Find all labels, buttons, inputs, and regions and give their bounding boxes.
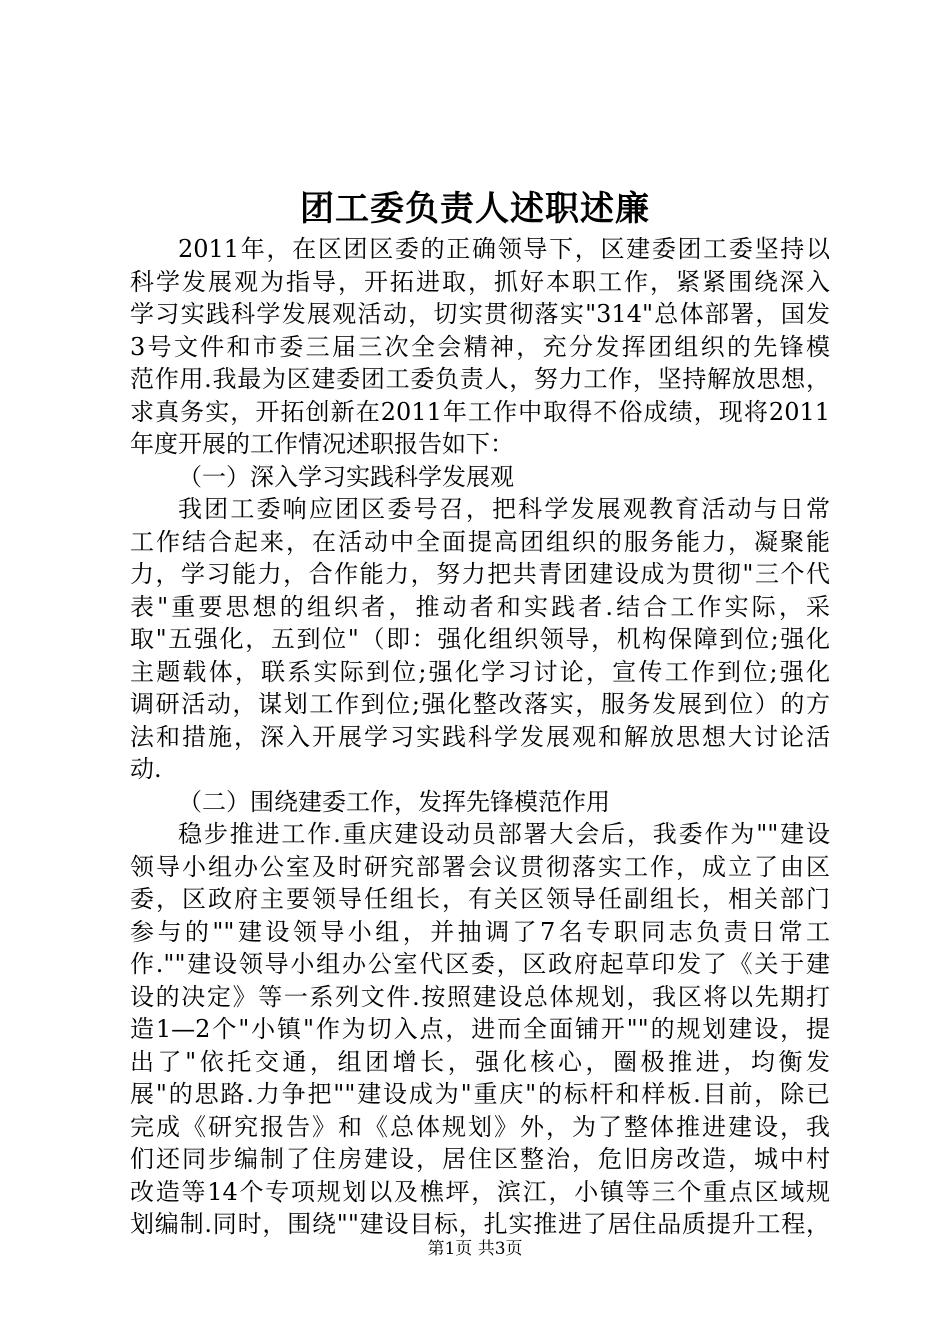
paragraph-line: 表"重要思想的组织者，推动者和实践者.结合工作实际，采	[130, 592, 830, 621]
paragraph-line: 取"五强化，五到位"（即：强化组织领导，机构保障到位;强化	[130, 625, 830, 653]
paragraph-line: 学习实践科学发展观活动，切实贯彻落实"314"总体部署，国发	[130, 300, 830, 328]
paragraph-line: 们还同步编制了住房建设，居住区整治，危旧房改造，城中村	[130, 1145, 830, 1173]
paragraph-line: 年度开展的工作情况述职报告如下：	[130, 430, 514, 458]
paragraph-line: 3号文件和市委三届三次全会精神，充分发挥团组织的先锋模	[130, 332, 830, 361]
paragraph-line: 领导小组办公室及时研究部署会议贯彻落实工作，成立了由区	[130, 852, 830, 881]
paragraph-line: 出了"依托交通，组团增长，强化核心，圈极推进，均衡发	[130, 1047, 830, 1076]
page-footer: 第1页 共3页	[427, 1239, 523, 1259]
paragraph-line: 完成《研究报告》和《总体规划》外，为了整体推进建设，我	[130, 1112, 830, 1141]
paragraph-line: 范作用.我最为区建委团工委负责人，努力工作，坚持解放思想，	[130, 365, 830, 393]
paragraph-line: 科学发展观为指导，开拓进取，抓好本职工作，紧紧围绕深入	[130, 267, 830, 296]
paragraph-line: 主题载体，联系实际到位;强化学习讨论，宣传工作到位;强化	[130, 657, 830, 686]
paragraph-line: 稳步推进工作.重庆建设动员部署大会后，我委作为""建设	[178, 820, 830, 848]
paragraph-line: 工作结合起来，在活动中全面提高团组织的服务能力，凝聚能	[130, 527, 830, 556]
paragraph-line: 改造等14个专项规划以及樵坪，滨江，小镇等三个重点区域规	[130, 1177, 830, 1206]
paragraph-line: 委，区政府主要领导任组长，有关区领导任副组长，相关部门	[130, 885, 830, 913]
paragraph-line: 调研活动，谋划工作到位;强化整改落实，服务发展到位）的方	[130, 690, 830, 718]
section-heading: （一）深入学习实践科学发展观	[178, 462, 514, 491]
paragraph-line: 动.	[130, 755, 162, 783]
document-title: 团工委负责人述职述廉	[300, 189, 650, 229]
paragraph-line: 力，学习能力，合作能力，努力把共青团建设成为贯彻"三个代	[130, 560, 830, 588]
section-heading: （二）围绕建委工作，发挥先锋模范作用	[178, 787, 610, 816]
paragraph-line: 2011年，在区团区委的正确领导下，区建委团工委坚持以	[178, 235, 830, 263]
paragraph-line: 我团工委响应团区委号召，把科学发展观教育活动与日常	[178, 495, 830, 523]
paragraph-line: 展"的思路.力争把""建设成为"重庆"的标杆和样板.目前，除已	[130, 1080, 830, 1108]
paragraph-line: 划编制.同时，围绕""建设目标，扎实推进了居住品质提升工程，	[130, 1210, 830, 1238]
paragraph-line: 设的决定》等一系列文件.按照建设总体规划，我区将以先期打	[130, 982, 830, 1011]
paragraph-line: 法和措施，深入开展学习实践科学发展观和解放思想大讨论活	[130, 722, 830, 751]
paragraph-line: 参与的""建设领导小组，并抽调了7名专职同志负责日常工	[130, 917, 830, 946]
paragraph-line: 作.""建设领导小组办公室代区委，区政府起草印发了《关于建	[130, 950, 830, 978]
document-body	[130, 233, 830, 1241]
paragraph-line: 造1—2个"小镇"作为切入点，进而全面铺开""的规划建设，提	[130, 1015, 830, 1043]
paragraph-line: 求真务实，开拓创新在2011年工作中取得不俗成绩，现将2011	[130, 397, 830, 426]
